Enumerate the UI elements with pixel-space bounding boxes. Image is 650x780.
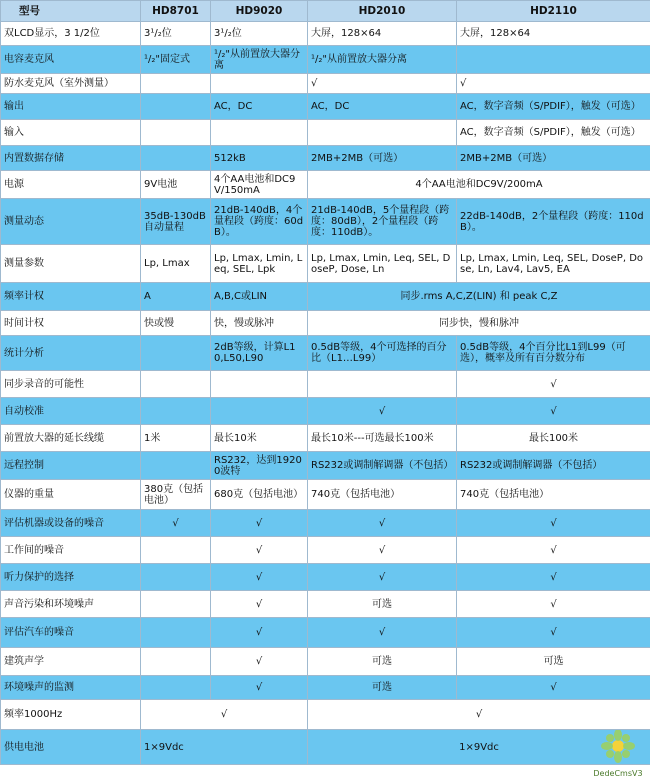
table-row [1, 398, 650, 425]
header-row [1, 1, 650, 22]
table-cell [141, 74, 211, 94]
table-cell: Lp, Lmax, Lmin, Leq, SEL, DoseP, Dose, Ln [308, 245, 457, 283]
table-row [1, 480, 650, 510]
table-row [1, 22, 650, 46]
row-label: 建筑声学 [1, 648, 141, 676]
table-cell: 快或慢 [141, 311, 211, 336]
table-cell: 35dB-130dB自动量程 [141, 199, 211, 245]
header-hd2110: HD2110 [457, 1, 650, 22]
table-cell: 可选 [308, 676, 457, 700]
table-cell: RS232或调制解调器（不包括） [308, 452, 457, 480]
table-cell: 可选 [308, 591, 457, 618]
table-cell: √ [211, 537, 308, 564]
table-cell: 3¹/₂位 [141, 22, 211, 46]
table-cell: √ [211, 510, 308, 537]
table-cell: 680克（包括电池） [211, 480, 308, 510]
table-cell: ¹/₂"固定式 [141, 46, 211, 74]
table-cell: 0.5dB等级，4个百分比L1到L99（可选），概率及所有百分数分布 [457, 336, 650, 371]
table-row [1, 336, 650, 371]
table-cell [211, 120, 308, 146]
table-cell [308, 120, 457, 146]
table-cell [141, 537, 211, 564]
table-cell [211, 398, 308, 425]
table-cell: 大屏，128×64 [308, 22, 457, 46]
table-cell: AC，数字音频（S/PDIF），触发（可选） [457, 120, 650, 146]
table-cell: √ [211, 618, 308, 648]
table-cell [141, 371, 211, 398]
header-hd8701: HD8701 [141, 1, 211, 22]
table-cell: A,B,C或LIN [211, 283, 308, 311]
row-label: 内置数据存储 [1, 146, 141, 171]
table-cell [141, 618, 211, 648]
table-cell [141, 120, 211, 146]
table-row [1, 171, 650, 199]
table-cell [211, 371, 308, 398]
table-cell [141, 591, 211, 618]
table-cell: 同步.rms A,C,Z(LIN) 和 peak C,Z [308, 283, 650, 311]
table-cell: 大屏，128×64 [457, 22, 650, 46]
table-cell: √ [141, 510, 211, 537]
row-label: 输出 [1, 94, 141, 120]
table-cell: 21dB-140dB，4个量程段（跨度：60dB）。 [211, 199, 308, 245]
table-cell: √ [211, 591, 308, 618]
table-cell: 740克（包括电池） [457, 480, 650, 510]
table-cell: 可选 [457, 648, 650, 676]
table-row [1, 245, 650, 283]
row-label: 听力保护的选择 [1, 564, 141, 591]
table-cell: 快，慢或脉冲 [211, 311, 308, 336]
table-cell: √ [457, 618, 650, 648]
table-cell [211, 74, 308, 94]
table-row [1, 94, 650, 120]
table-cell: Lp, Lmax, Lmin, Leq, SEL, Lpk [211, 245, 308, 283]
table-row [1, 537, 650, 564]
table-cell: Lp, Lmax [141, 245, 211, 283]
table-cell: 21dB-140dB，5个量程段（跨度：80dB），2个量程段（跨度：110dB）。 [308, 199, 457, 245]
table-cell: √ [308, 618, 457, 648]
table-cell: 4个AA电池和DC9V/150mA [211, 171, 308, 199]
table-cell [457, 46, 650, 74]
table-cell: 最长10米 [211, 425, 308, 452]
table-row [1, 371, 650, 398]
table-cell: A [141, 283, 211, 311]
table-row [1, 146, 650, 171]
table-cell: √ [308, 510, 457, 537]
row-label: 远程控制 [1, 452, 141, 480]
table-cell: 1×9Vdc [141, 730, 308, 765]
table-cell [141, 336, 211, 371]
row-label: 时间计权 [1, 311, 141, 336]
table-cell: √ [308, 398, 457, 425]
row-label: 测量参数 [1, 245, 141, 283]
table-cell: 3¹/₂位 [211, 22, 308, 46]
table-cell: ¹/₂"从前置放大器分离 [211, 46, 308, 74]
watermark-text: DedeCmsV3 [593, 769, 643, 778]
table-cell: Lp, Lmax, Lmin, Leq, SEL, DoseP, Dose, Ln, Lav4, Lav5, EA [457, 245, 650, 283]
table-cell [141, 648, 211, 676]
table-cell [141, 398, 211, 425]
table-cell: √ [308, 700, 650, 730]
table-row [1, 311, 650, 336]
table-row [1, 120, 650, 146]
row-label: 同步录音的可能性 [1, 371, 141, 398]
table-cell: √ [211, 648, 308, 676]
table-cell: 4个AA电池和DC9V/200mA [308, 171, 650, 199]
row-label: 供电电池 [1, 730, 141, 765]
table-cell: 2MB+2MB（可选） [308, 146, 457, 171]
watermark-logo [588, 730, 648, 778]
table-row [1, 700, 650, 730]
row-label: 自动校准 [1, 398, 141, 425]
row-label: 测量动态 [1, 199, 141, 245]
table-cell: √ [457, 591, 650, 618]
table-cell [141, 564, 211, 591]
table-cell [141, 452, 211, 480]
table-cell: 2MB+2MB（可选） [457, 146, 650, 171]
table-cell: 9V电池 [141, 171, 211, 199]
table-cell: √ [457, 398, 650, 425]
table-cell: √ [457, 676, 650, 700]
table-cell: AC，DC [308, 94, 457, 120]
table-cell: 最长100米 [457, 425, 650, 452]
table-cell: √ [308, 537, 457, 564]
table-cell: √ [211, 676, 308, 700]
table-row [1, 676, 650, 700]
row-label: 环境噪声的监测 [1, 676, 141, 700]
table-cell: √ [457, 74, 650, 94]
row-label: 前置放大器的延长线缆 [1, 425, 141, 452]
row-label: 统计分析 [1, 336, 141, 371]
flower-icon [588, 730, 648, 768]
table-cell [141, 146, 211, 171]
row-label: 频率1000Hz [1, 700, 141, 730]
table-cell: √ [457, 371, 650, 398]
table-cell: √ [308, 74, 457, 94]
table-row [1, 648, 650, 676]
row-label: 频率计权 [1, 283, 141, 311]
row-label: 电源 [1, 171, 141, 199]
table-cell: 1米 [141, 425, 211, 452]
header-model: 型号 [1, 1, 141, 22]
table-row [1, 618, 650, 648]
table-cell: 最长10米---可选最长100米 [308, 425, 457, 452]
table-cell: 1×9Vdc [308, 730, 650, 765]
header-hd2010: HD2010 [308, 1, 457, 22]
table-cell: √ [141, 700, 308, 730]
table-row [1, 74, 650, 94]
table-cell: 同步快，慢和脉冲 [308, 311, 650, 336]
table-row [1, 510, 650, 537]
table-row [1, 564, 650, 591]
table-cell: 740克（包括电池） [308, 480, 457, 510]
table-cell: √ [457, 537, 650, 564]
table-cell [141, 94, 211, 120]
table-cell: 2dB等级，计算L10,L50,L90 [211, 336, 308, 371]
row-label: 电容麦克风 [1, 46, 141, 74]
table-row [1, 46, 650, 74]
table-row [1, 452, 650, 480]
row-label: 输入 [1, 120, 141, 146]
table-cell: AC，DC [211, 94, 308, 120]
row-label: 评估机器或设备的噪音 [1, 510, 141, 537]
table-cell [308, 371, 457, 398]
table-cell [141, 676, 211, 700]
table-cell: AC，数字音频（S/PDIF），触发（可选） [457, 94, 650, 120]
table-row [1, 283, 650, 311]
table-row [1, 199, 650, 245]
row-label: 双LCD显示，3 1/2位 [1, 22, 141, 46]
row-label: 工作间的噪音 [1, 537, 141, 564]
table-cell: 22dB-140dB，2个量程段（跨度：110dB）。 [457, 199, 650, 245]
table-cell: RS232或调制解调器（不包括） [457, 452, 650, 480]
table-cell: √ [211, 564, 308, 591]
table-row [1, 591, 650, 618]
table-cell: √ [457, 510, 650, 537]
table-cell: 可选 [308, 648, 457, 676]
table-row [1, 425, 650, 452]
row-label: 仪器的重量 [1, 480, 141, 510]
row-label: 评估汽车的噪音 [1, 618, 141, 648]
table-row [1, 730, 650, 765]
header-hd9020: HD9020 [211, 1, 308, 22]
row-label: 防水麦克风（室外测量） [1, 74, 141, 94]
table-cell: 380克（包括电池） [141, 480, 211, 510]
table-cell: 0.5dB等级，4个可选择的百分比（L1…L99） [308, 336, 457, 371]
table-cell: RS232，达到19200波特 [211, 452, 308, 480]
row-label: 声音污染和环境噪声 [1, 591, 141, 618]
table-cell: ¹/₂"从前置放大器分离 [308, 46, 457, 74]
table-cell: 512kB [211, 146, 308, 171]
table-cell: √ [308, 564, 457, 591]
table-cell: √ [457, 564, 650, 591]
